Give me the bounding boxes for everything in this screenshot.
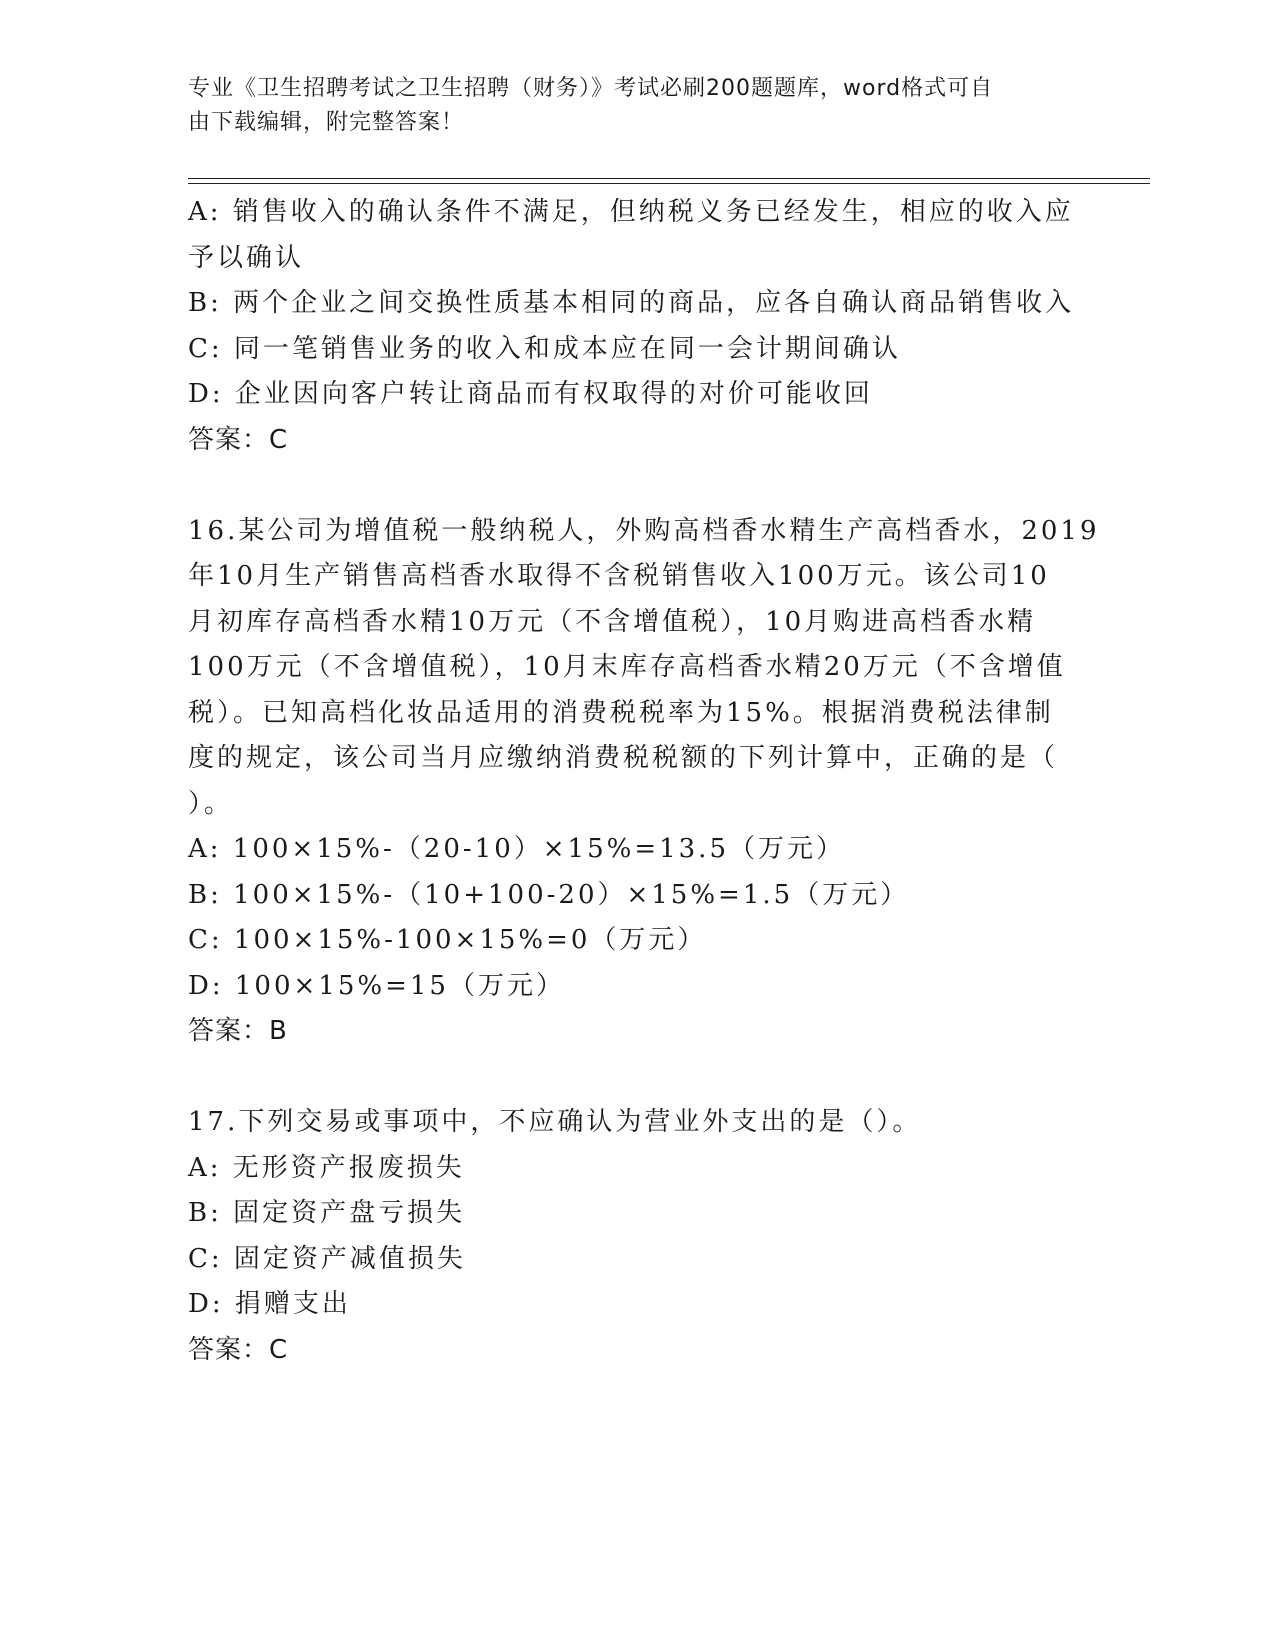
q16-stem-line-2: 年10月生产销售高档香水取得不含税销售收入100万元。该公司10: [188, 561, 1050, 591]
q15-option-a-line-2: 予以确认: [188, 242, 305, 273]
question-16: [188, 509, 1100, 1055]
q17-option-b: B: 固定资产盘亏损失: [188, 1198, 466, 1228]
q15-option-c: C: 同一笔销售业务的收入和成本应在同一会计期间确认: [188, 333, 901, 364]
document-body: [188, 190, 1100, 1373]
q15-answer: 答案：C: [188, 424, 289, 455]
q16-option-a: A: 100×15%-（20-10）×15%=13.5（万元）: [188, 834, 845, 864]
q16-stem-line-7: ）。: [188, 788, 234, 819]
q15-option-d: D: 企业因向客户转让商品而有权取得的对价可能收回: [188, 379, 873, 409]
q15-option-b: B: 两个企业之间交换性质基本相同的商品，应各自确认商品销售收入: [188, 288, 1075, 318]
q16-stem-line-6: 度的规定，该公司当月应缴纳消费税税额的下列计算中，正确的是（: [188, 743, 1059, 773]
q16-stem-line-3: 月初库存高档香水精10万元（不含增值税），10月购进高档香水精: [188, 606, 1037, 637]
header-divider-top: [188, 178, 1150, 179]
q17-stem: 17.下列交易或事项中，不应确认为营业外支出的是（）。: [188, 1107, 922, 1137]
q16-option-c: C: 100×15%-100×15%=0（万元）: [188, 925, 707, 955]
q17-option-a: A: 无形资产报废损失: [188, 1152, 465, 1183]
question-15: [188, 190, 1075, 463]
q16-option-d: D: 100×15%=15（万元）: [188, 970, 565, 1001]
spacer: [188, 1055, 1068, 1101]
q16-stem-line-5: 税）。已知高档化妆品适用的消费税税率为15%。根据消费税法律制: [188, 697, 1054, 728]
q17-answer: 答案：C: [188, 1334, 289, 1365]
q17-option-d: D: 捐赠支出: [188, 1289, 351, 1319]
header-line-1: 专业《卫生招聘考试之卫生招聘（财务）》考试必刷200题题库，word格式可自: [188, 76, 994, 101]
q17-option-c: C: 固定资产减值损失: [188, 1243, 466, 1274]
q16-option-b: B: 100×15%-（10+100-20）×15%=1.5（万元）: [188, 879, 910, 910]
q16-stem-line-1: 16.某公司为增值税一般纳税人，外购高档香水精生产高档香水，2019: [188, 515, 1100, 546]
q16-answer: 答案：B: [188, 1016, 288, 1046]
question-17: [188, 1100, 1068, 1373]
document-header: [188, 72, 1068, 140]
header-divider-bottom: [188, 183, 1150, 184]
q16-stem-line-4: 100万元（不含增值税），10月末库存高档香水精20万元（不含增值: [188, 652, 1066, 682]
spacer: [188, 463, 1068, 509]
q15-option-a-line-1: A: 销售收入的确认条件不满足，但纳税义务已经发生，相应的收入应: [188, 197, 1074, 227]
header-line-2: 由下载编辑，附完整答案！: [188, 110, 465, 135]
